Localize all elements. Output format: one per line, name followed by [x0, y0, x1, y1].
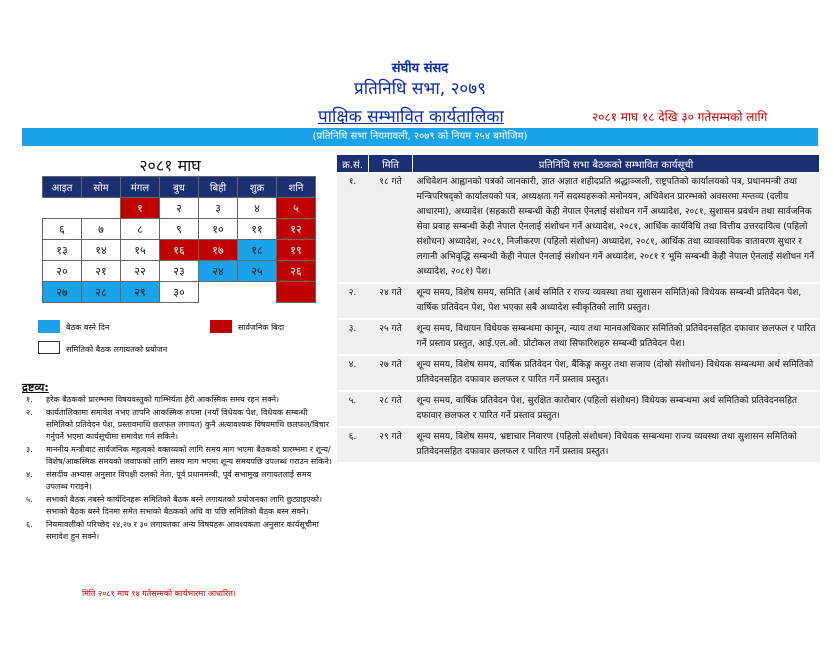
calendar-day: २० [43, 261, 82, 282]
weekday-header: शुक्र [238, 177, 277, 198]
note-text: सभाको बैठक नबस्ने कार्यदिनहरू समितिको बैठक बस्ने लगायतको प्रयोजनका लागि छुट्याइएको। सभाको बैठक बस्ने दिनमा समेत सभाको बैठकको अघि वा पछि समितिको बैठक बस्न सक्ने। [46, 495, 322, 516]
note-item [22, 494, 334, 518]
legend-meeting-label: बैठक बस्ने दिन [66, 323, 110, 332]
calendar-day: ८ [121, 219, 160, 240]
weekday-header: आइत [43, 177, 82, 198]
col-serial: क्र.सं. [337, 155, 369, 173]
calendar-day: ४ [238, 198, 277, 219]
legend-holiday-swatch [210, 320, 232, 333]
note-text: कार्यतालिकामा समावेश नभए तापनि आकस्मिक रुपमा (नयाँ विधेयक पेश, विधेयक सम्बन्धी समितिको प्रतिवेदन पेश, प्रस्तावमाथि छलफल लगायत) कुनै अत्यावश्यक विषयमाथि छलफल/विचार गर्नुपर्ने भएमा कार्यसूचीमा समावेश गर्न सकिने। [46, 408, 330, 441]
date-cell: २७ गते [369, 355, 413, 391]
schedule-row [337, 427, 820, 463]
note-item [22, 444, 334, 468]
col-date: मिति [369, 155, 413, 173]
calendar-day: २५ [238, 261, 277, 282]
house-title: प्रतिनिधि सभा, २०७९ [354, 79, 486, 99]
col-agenda: प्रतिनिधि सभा बैठकको सम्भावित कार्यसूची [413, 155, 820, 173]
calendar-day [82, 198, 121, 219]
calendar-day: १६ [160, 240, 199, 261]
agenda-cell: शून्य समय, विधायन विधेयक सम्बन्धमा कानून, न्याय तथा मानवअधिकार समितिको प्रतिवेदनसहित दफावार छलफल र पारित गर्ने प्रस्ताव प्रस्तुत, आई.एल.ओ. प्रोटोकल तथा सिफारिशहरु सम्बन्धी प्रतिवेदन पेश। [413, 319, 820, 355]
note-item [22, 407, 334, 443]
rule-notice: (प्रतिनिधि सभा नियमावली, २०७९ को नियम २५४ बमोजिम) [22, 128, 818, 146]
schedule-row [337, 355, 820, 391]
schedule-title: पाक्षिक सम्भावित कार्यतालिका [318, 107, 504, 127]
weekday-header: सोम [82, 177, 121, 198]
calendar-weekdays [43, 177, 316, 198]
date-cell: १८ गते [369, 173, 413, 284]
calendar-day: ३० [160, 282, 199, 303]
calendar-day: ९ [160, 219, 199, 240]
calendar-day: ५ [277, 198, 316, 219]
note-number: १. [26, 395, 33, 404]
calendar-week [43, 261, 316, 282]
calendar-day: ६ [43, 219, 82, 240]
calendar-day: २२ [121, 261, 160, 282]
legend-committee-label: समितिको बैठक लगायतको प्रयोजन [66, 345, 168, 354]
note-number: ४. [26, 470, 33, 479]
note-number: ५. [26, 495, 33, 504]
weekday-header: बुध [160, 177, 199, 198]
calendar-day: २९ [121, 282, 160, 303]
serial-cell: १. [337, 173, 369, 284]
calendar-day: २३ [160, 261, 199, 282]
agenda-cell: अधिवेशन आह्वानको पत्रको जानकारी, ज्ञात अज्ञात शहीदप्रति श्रद्धाञ्जली, राष्ट्रपतिको कार्यालयको पत्र, प्रधानमन्त्री तथा मन्त्रिपरिषद्को कार्यालयको पत्र, अध्यक्षता गर्ने सदस्यहरूको मनोनयन, अधिवेशन प्रारम्भको अवसरमा मन्तव्य (दलीय आधारमा), अध्यादेश (सहकारी सम्बन्धी केही नेपाल ऐनलाई संशोधन गर्ने अध्यादेश, २०८१, सुशासन प्रवर्धन तथा सार्वजनिक सेवा प्रवाह सम्बन्धी केही नेपाल ऐनलाई संशोधन गर्ने अध्यादेश, २०८१, आर्थिक कार्यविधि तथा वित्तीय उत्तरदायित्व (पहिलो संशोधन) अध्यादेश, २०८१, निजीकरण (पहिलो संशोधन) अध्यादेश, २०८१, आर्थिक तथा व्यावसायिक वातावरण सुधार र लगानी अभिवृद्धि सम्बन्धी केही नेपाल ऐनलाई संशोधन गर्ने अध्यादेश, २०८१ र भूमि सम्बन्धी केही नेपाल ऐनलाई संशोधन गर्ने अध्यादेश, २०८१) पेश। [413, 173, 820, 284]
calendar-day: १८ [238, 240, 277, 261]
note-text: माननीय मन्त्रीबाट सार्वजनिक महत्वको वक्तव्यको लागि समय माग भएमा बैठकको प्रारम्भमा र शून्य/विशेष/आकस्मिक समयको जवाफको लागि समय माग भएमा शून्य समयपछि उपलब्ध गराउन सकिने। [46, 445, 332, 466]
calendar-day: २१ [82, 261, 121, 282]
serial-cell: ५. [337, 391, 369, 427]
date-cell: २५ गते [369, 319, 413, 355]
calendar-day: ३ [199, 198, 238, 219]
calendar-day: २७ [43, 282, 82, 303]
date-cell: २९ गते [369, 427, 413, 463]
weekday-header: बिही [199, 177, 238, 198]
calendar-day: २६ [277, 261, 316, 282]
note-item [22, 519, 334, 543]
date-cell: २४ गते [369, 283, 413, 319]
calendar-day: २ [160, 198, 199, 219]
calendar-day: २८ [82, 282, 121, 303]
parliament-name: संघीय संसद [391, 61, 449, 76]
serial-cell: ४. [337, 355, 369, 391]
note-number: ६. [26, 520, 33, 529]
schedule-row [337, 391, 820, 427]
serial-cell: ६. [337, 427, 369, 463]
note-number: ३. [26, 445, 33, 454]
calendar-day: १९ [277, 240, 316, 261]
calendar-week [43, 282, 316, 303]
legend-committee-swatch [38, 341, 60, 354]
calendar-day: १५ [121, 240, 160, 261]
date-cell: २८ गते [369, 391, 413, 427]
calendar-day: ११ [238, 219, 277, 240]
schedule-row [337, 319, 820, 355]
note-item [22, 394, 334, 406]
date-range: २०८१ माघ १८ देखि ३० गतेसम्मको लागि [592, 110, 768, 124]
note-text: नियमावलीको परिच्छेद २४,२७ र ३० लगायतका अन्य विषयहरू आवश्यकता अनुसार कार्यसूचीमा समावेश हुन सक्ने। [46, 520, 319, 541]
weekday-header: शनि [277, 177, 316, 198]
note-number: २. [26, 408, 33, 417]
serial-cell: ३. [337, 319, 369, 355]
note-text: हरेक बैठकको प्रारम्भमा विषयवस्तुको गाम्भिर्यता हेरी आकस्मिक समय रहन सक्ने। [46, 395, 280, 404]
calendar-week [43, 219, 316, 240]
calendar-week [43, 240, 316, 261]
calendar-day: १० [199, 219, 238, 240]
calendar-day [199, 282, 238, 303]
calendar-day [43, 198, 82, 219]
agenda-cell: शून्य समय, विशेष समय, समिति (अर्थ समिति र राज्य व्यवस्था तथा सुशासन समिति)को विधेयक सम्बन्धी प्रतिवेदन पेश, वार्षिक प्रतिवेदन पेश, पेश भएका सबै अध्यादेश स्वीकृतिको लागि प्रस्तुत। [413, 283, 820, 319]
calendar-day: १४ [82, 240, 121, 261]
calendar-day [238, 282, 277, 303]
footnote: मिति २०८१ माघ १४ गतेसम्मको कार्यभारमा आधारित। [82, 589, 236, 598]
schedule-table [336, 154, 820, 464]
calendar-day: १७ [199, 240, 238, 261]
calendar-day: १३ [43, 240, 82, 261]
note-text: संसदीय अभ्यास अनुसार विपक्षी दलको नेता, पूर्व प्रधानमन्त्री, पूर्व सभामुख लगायतलाई समय उपलब्ध गराइने। [46, 470, 312, 491]
note-item [22, 469, 334, 493]
serial-cell: २. [337, 283, 369, 319]
calendar-week [43, 198, 316, 219]
calendar-day: १ [121, 198, 160, 219]
agenda-cell: शून्य समय, विशेष समय, वार्षिक प्रतिवेदन पेश, बैंकिङ्ग कसुर तथा सजाय (दोस्रो संशोधन) विधेयक सम्बन्धमा अर्थ समितिको प्रतिवेदनसहित दफावार छलफल र पारित गर्ने प्रस्ताव प्रस्तुत। [413, 355, 820, 391]
calendar-day: ७ [82, 219, 121, 240]
calendar [42, 176, 316, 303]
legend-holiday-label: सार्वजनिक बिदा [238, 323, 285, 332]
agenda-cell: शून्य समय, विशेष समय, भ्रष्टाचार निवारण (पहिलो संशोधन) विधेयक सम्बन्धमा राज्य व्यवस्था तथा सुशासन समितिको प्रतिवेदनसहित दफावार छलफल र पारित गर्ने प्रस्ताव प्रस्तुत। [413, 427, 820, 463]
schedule-row [337, 283, 820, 319]
legend-meeting-swatch [38, 320, 60, 333]
calendar-day: १२ [277, 219, 316, 240]
weekday-header: मंगल [121, 177, 160, 198]
calendar-day: २४ [199, 261, 238, 282]
notes-title: द्रष्टव्य: [22, 381, 49, 394]
agenda-cell: शून्य समय, वार्षिक प्रतिवेदन पेश, सुरक्षित कारोबार (पहिलो संशोधन) विधेयक सम्बन्धमा अर्थ समितिको प्रतिवेदनसहित दफावार छलफल र पारित गर्ने प्रस्ताव प्रस्तुत। [413, 391, 820, 427]
calendar-day [277, 282, 316, 303]
notes-list [22, 394, 334, 544]
calendar-title: २०८१ माघ [120, 154, 220, 177]
schedule-row [337, 173, 820, 284]
